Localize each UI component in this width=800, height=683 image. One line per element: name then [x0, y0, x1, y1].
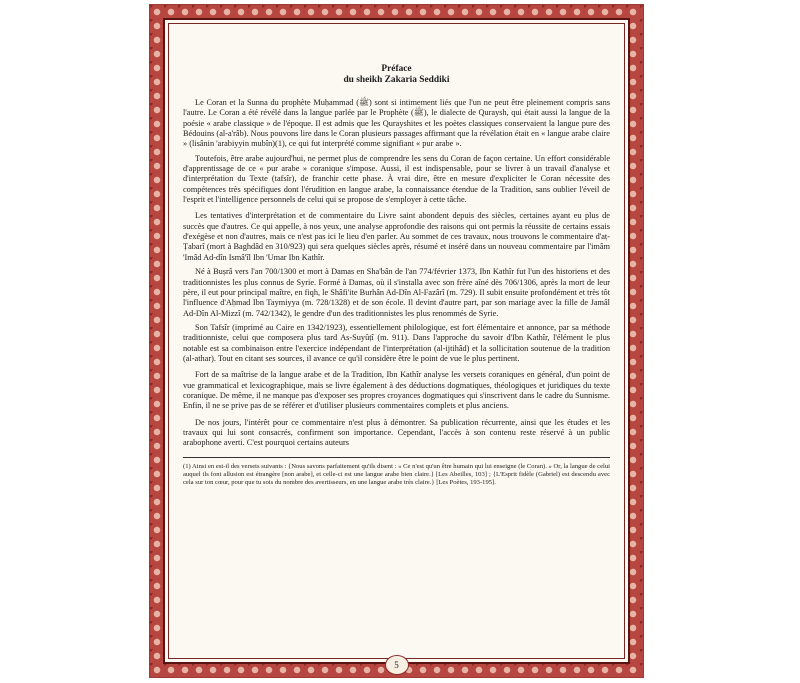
paragraph-5: Son Tafsîr (imprimé au Caire en 1342/1923), essentiellement philologique, est fort élémentaire et annonce, par sa méthode traditionniste, celui que composera plus tard As-Suyûṭî (m. 911). Dans l'approche du savoir d'Ibn Kathîr, l'élément le plus notable est sa combinaison entre l'exercice indépendant de l'interprétation (al-ijtihâd) et la sollicitation soutenue de la tradition (al-athar). Tout en citant ses sources, il avance ce qu'il considère être le point de vue le plus pertinent. [183, 322, 610, 363]
footnote: (1) Ainsi en est-il des versets suivants : {Nous savons parfaitement qu'ils disent : « Ce n'est qu'un être humain qui lui enseigne (le Coran). » Or, la langue de celui auquel ils font allusion est étrangère [non arabe], et celle-ci est une langue arabe bien claire.} [Les Abeilles, 103] ; {L'Esprit fidèle (Gabriel) est descendu avec cela sur ton cœur, pour que tu sois du nombre des avertisseurs, en une langue arabe très claire.} [Les Poètes, 193-195]. [183, 462, 610, 487]
paragraph-1: Le Coran et la Sunna du prophète Muḥammad (ﷺ) sont si intimement liés que l'un ne peut être pleinement compris sans l'autre. Le Coran a été révélé dans la langue parlée par le Prophète (ﷺ), le dialecte de Quraysh, qui était aussi la langue de la poésie « arabe classique » de l'époque. Il est admis que les Qurayshites et les poètes classiques conservaient la langue pure des Bédouins (al-a'râb). Nous pouvons lire dans le Coran plusieurs passages affirmant que la révélation était en « langue arabe claire » (lisânin 'arabiyyin mubîn)(1), ce qui fut interprété comme signifiant « pur arabe ». [183, 98, 610, 149]
text-frame [163, 18, 630, 670]
paragraph-6: Fort de sa maîtrise de la langue arabe et de la Tradition, Ibn Kathîr analyse les versets coraniques en général, d'un point de vue grammatical et lexicographique, mais se livre également à des déductions dogmatiques, théologiques et juridiques du texte coranique. De même, il ne manque pas d'exposer ses propres croyances dogmatiques qui s'inscrivent dans le cadre du Sunnisme. Enfin, il ne se prive pas de se référer et d'utiliser plusieurs commentaires complets et plus anciens. [183, 370, 610, 411]
paragraph-7: De nos jours, l'intérêt pour ce commentaire n'est plus à démontrer. Sa publication récurrente, ainsi que les études et les travaux qui lui sont consacrés, confirment son importance. Cependant, l'accès à son contenu reste réservé à un public arabophone averti. C'est pourquoi certains auteurs [183, 417, 610, 448]
page-number: 5 [385, 655, 409, 675]
paragraph-2: Toutefois, être arabe aujourd'hui, ne permet plus de comprendre les sens du Coran de façon certaine. Un effort considérable d'apprentissage de ce « pur arabe » coranique s'impose. Aussi, il est indispensable, pour se livrer à un travail d'analyse et d'interprétation du Texte (tafsîr), de franchir cette phase. À vrai dire, être en mesure d'expliciter le Coran nécessite des compétences très spécifiques dont l'érudition en langue arabe, la connaissance étendue de la Tradition, sans oublier l'éveil de l'esprit et l'intelligence personnels de celui qui se propose de s'employer à cette tâche. [183, 153, 610, 205]
paragraph-4: Né à Buṣrâ vers l'an 700/1300 et mort à Damas en Sha'bân de l'an 774/février 1373, Ibn Kathîr fut l'un des historiens et des traditionnistes les plus connus de Syrie. Formé à Damas, où il s'installa avec son frère aîné dès 706/1306, après la mort de leur père, il eut pour principal maître, en fiqh, le Shâfi'ite Burhân Ad-Dîn Al-Fazârî (m. 729). Il subit ensuite profondément et très tôt l'influence d'Aḥmad Ibn Taymiyya (m. 728/1328) et de son école. Il devint d'autre part, par son mariage avec la fille de Jamâl Ad-Dîn Al-Mizzî (m. 742/1342), le gendre d'un des traditionnistes les plus renommés de Syrie. [183, 267, 610, 318]
footnote-divider [183, 457, 610, 458]
book-page [150, 5, 643, 677]
preface-subtitle: du sheikh Zakaria Seddiki [343, 75, 450, 85]
page-content [183, 64, 610, 636]
preface-title: Préface [381, 64, 412, 74]
paragraph-3: Les tentatives d'interprétation et de commentaire du Livre saint abondent depuis des siècles, certaines ayant eu plus de succès que d'autres. Ce qui appelle, à nos yeux, une analyse approfondie des raisons qui ont permis la réussite de certains essais d'exégèse et non d'autres, mais ce n'est pas ici le lieu d'en parler. Au sommet de ces travaux, nous trouvons le commentaire d'aṭ-Ṭabarî (mort à Baghdâd en 310/923) qui sera quelques siècles après, résumé et inséré dans un nouveau commentaire par l'imâm 'Imâd Ad-dîn Ismâ'îl Ibn 'Umar Ibn Kathîr. [183, 211, 610, 262]
